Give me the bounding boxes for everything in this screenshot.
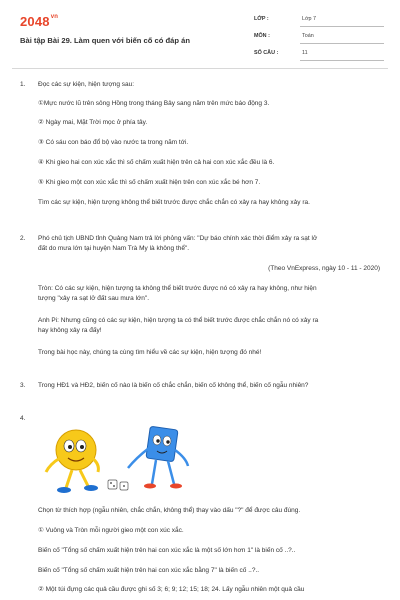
worksheet-meta [254, 12, 384, 63]
meta-label: MÔN : [254, 33, 270, 39]
logo-text: 2048 [20, 14, 50, 29]
question-line: ② Một túi đựng các quả cầu được ghi số 3; 6; 9; 12; 15; 18; 24. Lấy ngẫu nhiên một quả cầu [38, 586, 305, 593]
question-line: Chọn từ thích hợp (ngẫu nhiên, chắc chắn, không thể) thay vào dấu "?" để được câu đúng. [38, 507, 301, 514]
question-line: ② Ngày mai, Mặt Trời mọc ở phía tây. [38, 119, 148, 126]
worksheet-header [18, 12, 384, 66]
question-line: Anh Pi: Nhưng cũng có các sự kiện, hiện tượng ta có thể biết trước được chắc chắn nó có xảy ra [38, 317, 319, 324]
meta-underline [300, 43, 384, 44]
dice-characters-illustration [36, 420, 196, 500]
question-line: ③ Có sáu con báo đổ bộ vào nước ta trong năm tới. [38, 139, 189, 146]
question-line: Biến cố "Tổng số chấm xuất hiện trên hai con xúc xắc bằng 7" là biến cố ..?.. [38, 567, 260, 574]
worksheet-title: Bài tập Bài 29. Làm quen với biến cố có đáp án [20, 36, 190, 45]
question-line: ④ Khi gieo hai con xúc xắc thì số chấm xuất hiện trên cả hai con xúc xắc đều là 6. [38, 159, 275, 166]
question-number: 3. [20, 382, 26, 389]
meta-label: SỐ CÂU : [254, 50, 279, 56]
question-number: 2. [20, 235, 26, 242]
question-line: đất do mưa lớn tại huyện Nam Trà My là không thể". [38, 245, 190, 252]
question-line: ① Vuông và Tròn mỗi người gieo một con xúc xắc. [38, 527, 184, 534]
logo-suffix: vn [50, 14, 59, 20]
question-number: 4. [20, 415, 26, 422]
question-line: tượng "xảy ra sạt lở đất sau mưa lớn". [38, 295, 150, 302]
round-character-icon [46, 430, 98, 493]
question-line: Phó chủ tịch UBND tỉnh Quảng Nam trả lời phỏng vấn: "Dự báo chính xác thời điểm xảy ra sạt lở [38, 235, 318, 242]
question-line: Tròn: Có các sự kiện, hiện tượng ta không thể biết trước được nó có xảy ra hay không, như hiện [38, 285, 317, 292]
question-line: Biến cố "Tổng số chấm xuất hiện trên hai con xúc xắc là một số lớn hơn 1" là biến cố ..?.. [38, 547, 296, 554]
question-line: ⑤ Khi gieo một con xúc xắc thì số chấm xuất hiện trên con xúc xắc bé hơn 7. [38, 179, 261, 186]
question-line: hay không xảy ra đấy! [38, 327, 102, 334]
meta-underline [300, 60, 384, 61]
meta-value: Toán [302, 33, 314, 39]
site-logo[interactable] [20, 14, 58, 29]
meta-row-class [254, 12, 384, 29]
dice-icon [108, 480, 128, 490]
question-line: Đọc các sự kiện, hiện tượng sau: [38, 81, 135, 88]
square-character-icon [128, 426, 188, 488]
meta-row-subject [254, 29, 384, 46]
question-line: Tìm các sự kiện, hiện tượng không thể biết trước được chắc chắn có xảy ra hay không xảy ra. [38, 199, 310, 206]
question-line: ①Mực nước lũ trên sông Hồng trong tháng Bảy sang năm trên mức báo động 3. [38, 100, 270, 107]
meta-label: LỚP : [254, 16, 269, 22]
meta-underline [300, 26, 384, 27]
meta-row-count [254, 46, 384, 63]
question-line: Trong HĐ1 và HĐ2, biến cố nào là biến cố chắc chắn, biến cố không thể, biến cố ngẫu nhiên? [38, 382, 309, 389]
question-number: 1. [20, 81, 26, 88]
question-source: (Theo VnExpress, ngày 10 - 11 - 2020) [268, 265, 380, 272]
meta-value: Lớp 7 [302, 16, 317, 22]
question-line: Trong bài học này, chúng ta cùng tìm hiểu về các sự kiện, hiện tượng đó nhé! [38, 349, 262, 356]
meta-value: 11 [302, 50, 308, 56]
header-divider [12, 68, 388, 69]
